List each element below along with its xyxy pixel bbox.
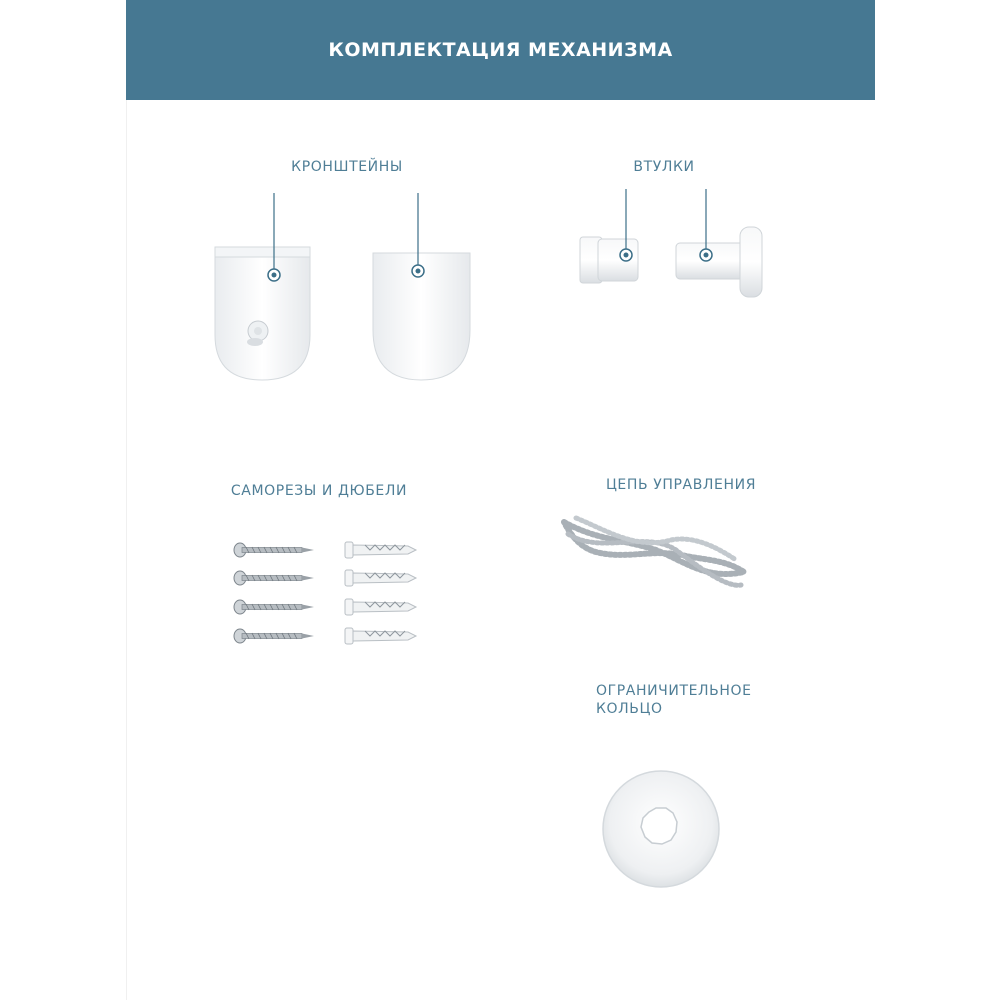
dowel-2 bbox=[345, 570, 416, 586]
ring-label-line1: ОГРАНИЧИТЕЛЬНОЕ bbox=[596, 683, 752, 699]
dowel-4 bbox=[345, 628, 416, 644]
screw-3 bbox=[234, 600, 314, 614]
ring-label bbox=[596, 682, 752, 718]
chain-label: ЦЕПЬ УПРАВЛЕНИЯ bbox=[605, 477, 757, 493]
dowel-3 bbox=[345, 599, 416, 615]
brackets-illustration bbox=[200, 185, 490, 400]
bushings-label: ВТУЛКИ bbox=[633, 159, 695, 175]
page-sheet bbox=[126, 0, 876, 1000]
screws-illustration bbox=[230, 535, 430, 660]
dowel-1 bbox=[345, 542, 416, 558]
bushing-large bbox=[676, 227, 762, 297]
screw-1 bbox=[234, 543, 314, 557]
chain-illustration bbox=[556, 510, 756, 600]
screw-4 bbox=[234, 629, 314, 643]
header-banner bbox=[126, 0, 875, 100]
ring-illustration bbox=[596, 765, 726, 895]
bushings-illustration bbox=[570, 185, 780, 305]
page-title: КОМПЛЕКТАЦИЯ МЕХАНИЗМА bbox=[328, 39, 673, 61]
brackets-label: КРОНШТЕЙНЫ bbox=[291, 159, 403, 175]
ring-label-line2: КОЛЬЦО bbox=[596, 701, 663, 717]
screw-2 bbox=[234, 571, 314, 585]
screws-label: САМОРЕЗЫ И ДЮБЕЛИ bbox=[230, 483, 408, 499]
bracket-left bbox=[215, 247, 310, 380]
